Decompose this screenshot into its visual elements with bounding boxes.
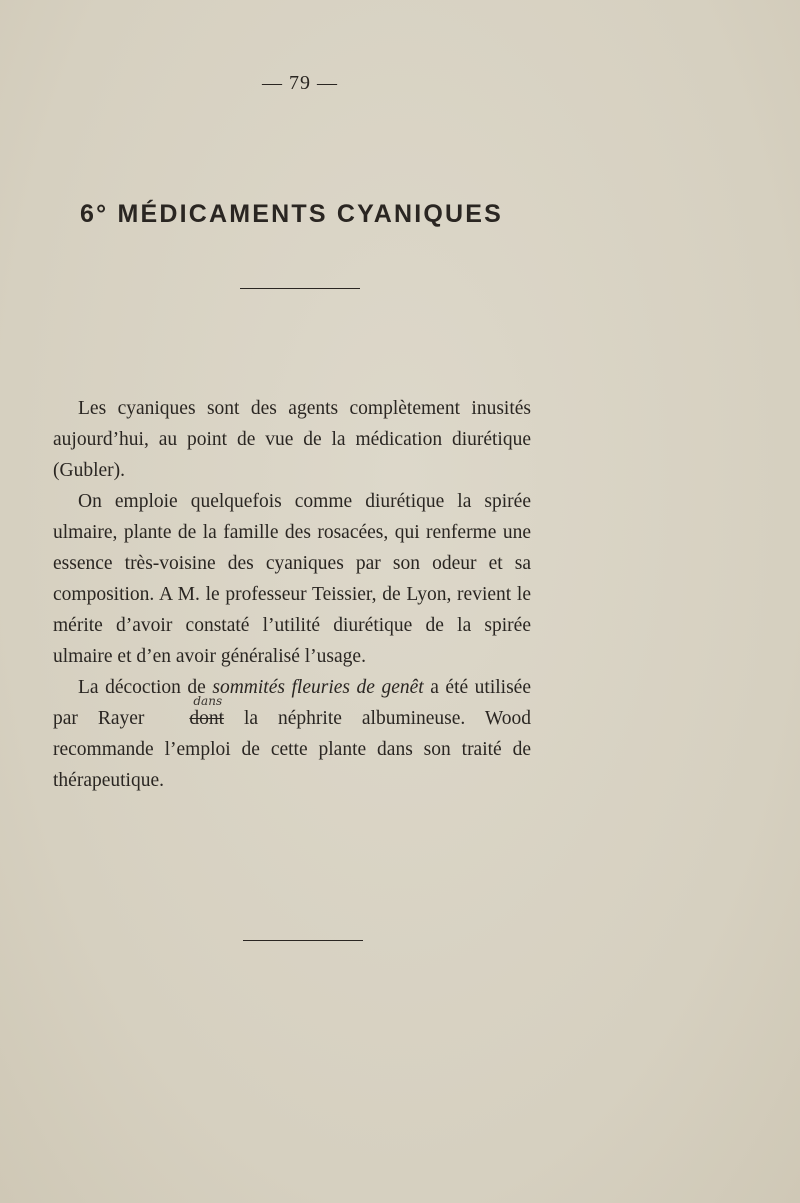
title-divider <box>240 288 360 289</box>
struck-word: dont <box>189 708 225 729</box>
paragraph-3-start: La décoction de <box>78 677 213 698</box>
paragraph-3-end: la néphrite albumineuse. Wood recommande l’emploi de cette plante dans son traité de thérapeutique. <box>53 708 531 791</box>
end-divider <box>243 940 363 941</box>
paragraph-3-italic: sommités fleuries de genêt <box>212 677 424 698</box>
paragraph-3-mid: a été utilisée par Rayer <box>53 677 531 729</box>
handwritten-correction <box>164 694 225 734</box>
chapter-title: 6° MÉDICAMENTS CYANIQUES <box>80 200 504 228</box>
page-number: — 79 — <box>262 72 338 94</box>
paragraph-1: Les cyaniques sont des agents complètement inusités aujourd’hui, au point de vue de la médication diurétique (Gubler). <box>53 398 531 481</box>
paragraph-2: On emploie quelquefois comme diurétique la spirée ulmaire, plante de la famille des rosacées, qui renferme une essence très-voisine des cyaniques par son odeur et sa composition. A M. le professeur Teissier, de Lyon, revient le mérite d’avoir constaté l’utilité diurétique de la spirée ulmaire et d’en avoir généralisé l’usage. <box>53 491 531 667</box>
correction-annotation: dans <box>193 694 223 708</box>
paragraph-3 <box>53 672 531 796</box>
body-text <box>53 393 531 796</box>
